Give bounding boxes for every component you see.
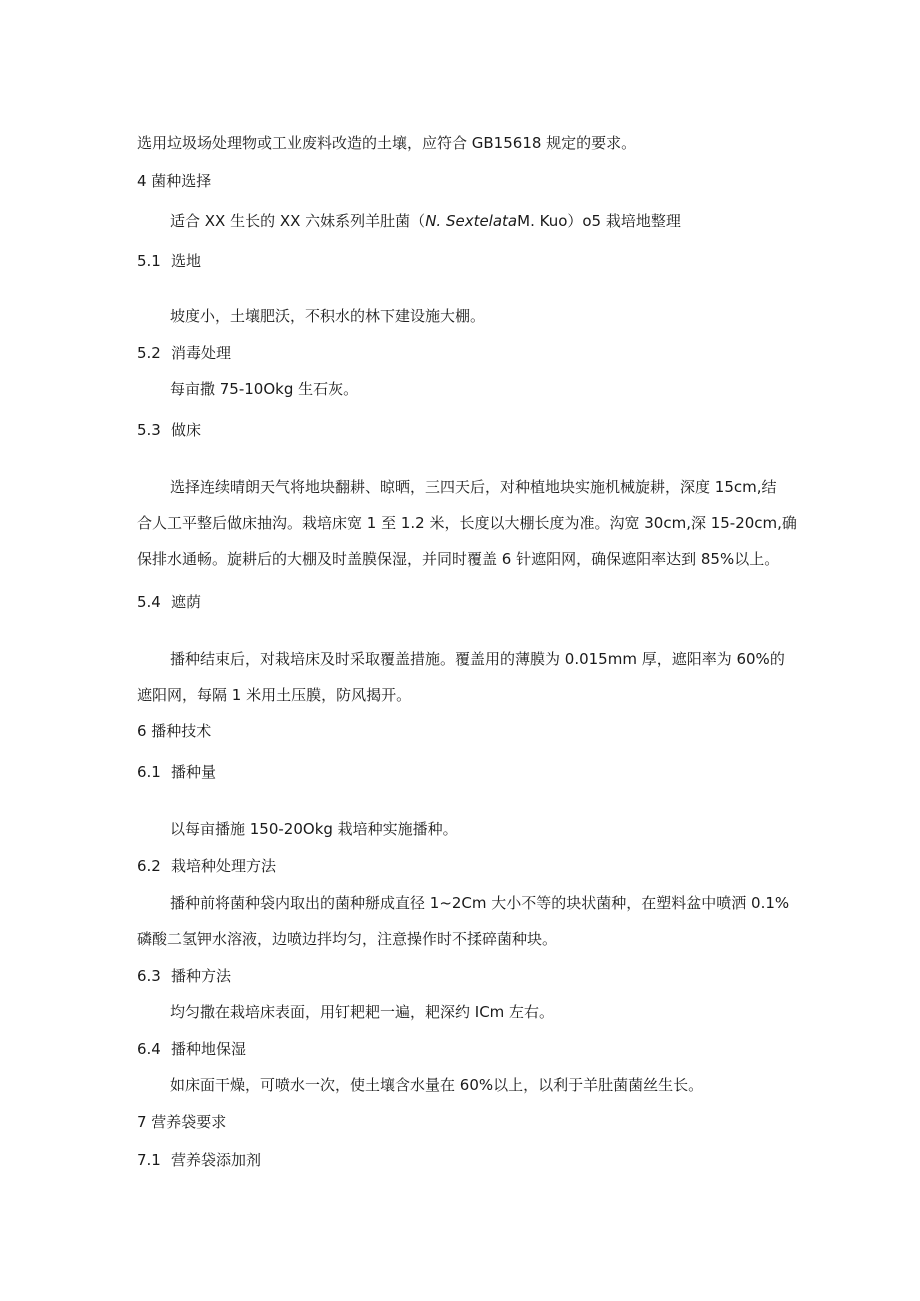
- heading-number: 5.2: [137, 344, 161, 362]
- paragraph-5-4-line-1: 播种结束后，对栽培床及时采取覆盖措施。覆盖用的薄膜为 0.015mm 厚，遮阳率为 60%的: [170, 650, 785, 668]
- paragraph-6-2-line-1: 播种前将菌种袋内取出的菌种掰成直径 1~2Cm 大小不等的块状菌种，在塑料盆中喷洒 0.1%: [170, 894, 790, 912]
- paragraph-6-2-line-2: 磷酸二氢钾水溶液，边喷边拌均匀，注意操作时不揉碎菌种块。: [137, 930, 558, 948]
- heading-number: 5.3: [137, 421, 161, 439]
- paragraph-soil-requirement: 选用垃圾场处理物或工业废料改造的土壤，应符合 GB15618 规定的要求。: [137, 134, 637, 152]
- heading-title: 遮荫: [171, 593, 202, 611]
- heading-number: 6.2: [137, 857, 161, 875]
- heading-5-2: [137, 343, 231, 363]
- paragraph-5-3-line-3: 保排水通畅。旋耕后的大棚及时盖膜保湿，并同时覆盖 6 针遮阳网，确保遮阳率达到 85%以上。: [137, 550, 780, 568]
- paragraph-strain: [170, 211, 681, 231]
- heading-title: 选地: [171, 252, 202, 270]
- heading-section-4: 4 菌种选择: [137, 172, 212, 190]
- strain-text-prefix: 适合 XX 生长的 XX 六妹系列羊肚菌（: [170, 212, 426, 230]
- heading-number: 5.4: [137, 593, 161, 611]
- heading-title: 做床: [171, 421, 202, 439]
- paragraph-6-4: 如床面干燥，可喷水一次，使土壤含水量在 60%以上，以利于羊肚菌菌丝生长。: [170, 1076, 704, 1094]
- heading-number: 6.1: [137, 763, 161, 781]
- heading-5-4: [137, 592, 201, 612]
- heading-title: 栽培种处理方法: [171, 857, 277, 875]
- species-name: N. Sextelata: [425, 212, 518, 230]
- heading-6-2: [137, 856, 276, 876]
- heading-section-7: 7 营养袋要求: [137, 1113, 227, 1131]
- heading-title: 消毒处理: [171, 344, 232, 362]
- paragraph-5-2: 每亩撒 75-10Okg 生石灰。: [170, 380, 359, 398]
- heading-6-4: [137, 1039, 246, 1059]
- heading-title: 播种量: [171, 763, 217, 781]
- heading-5-1: [137, 251, 201, 271]
- heading-title: 播种地保湿: [171, 1040, 247, 1058]
- heading-6-1: [137, 762, 216, 782]
- heading-number: 6.3: [137, 967, 161, 985]
- paragraph-5-1: 坡度小，土壤肥沃，不积水的林下建设施大棚。: [170, 307, 486, 325]
- paragraph-5-3-line-1: 选择连续晴朗天气将地块翻耕、晾晒，三四天后，对种植地块实施机械旋耕，深度 15cm,结: [170, 478, 777, 496]
- paragraph-5-3-line-2: 合人工平整后做床抽沟。栽培床宽 1 至 1.2 米，长度以大棚长度为准。沟宽 30cm,深 15-20cm,确: [137, 514, 797, 532]
- heading-5-3: [137, 420, 201, 440]
- heading-number: 6.4: [137, 1040, 161, 1058]
- heading-title: 营养袋添加剂: [171, 1151, 262, 1169]
- heading-number: 7.1: [137, 1151, 161, 1169]
- heading-section-6: 6 播种技术: [137, 722, 212, 740]
- strain-text-suffix: M. Kuo）o5 栽培地整理: [517, 212, 681, 230]
- heading-6-3: [137, 966, 231, 986]
- paragraph-6-1: 以每亩播施 150-20Okg 栽培种实施播种。: [170, 820, 458, 838]
- heading-title: 播种方法: [171, 967, 232, 985]
- paragraph-6-3: 均匀撒在栽培床表面，用钉耙耙一遍，耙深约 ICm 左右。: [170, 1003, 555, 1021]
- heading-number: 5.1: [137, 252, 161, 270]
- paragraph-5-4-line-2: 遮阳网，每隔 1 米用土压膜，防风揭开。: [137, 686, 412, 704]
- heading-7-1: [137, 1150, 261, 1170]
